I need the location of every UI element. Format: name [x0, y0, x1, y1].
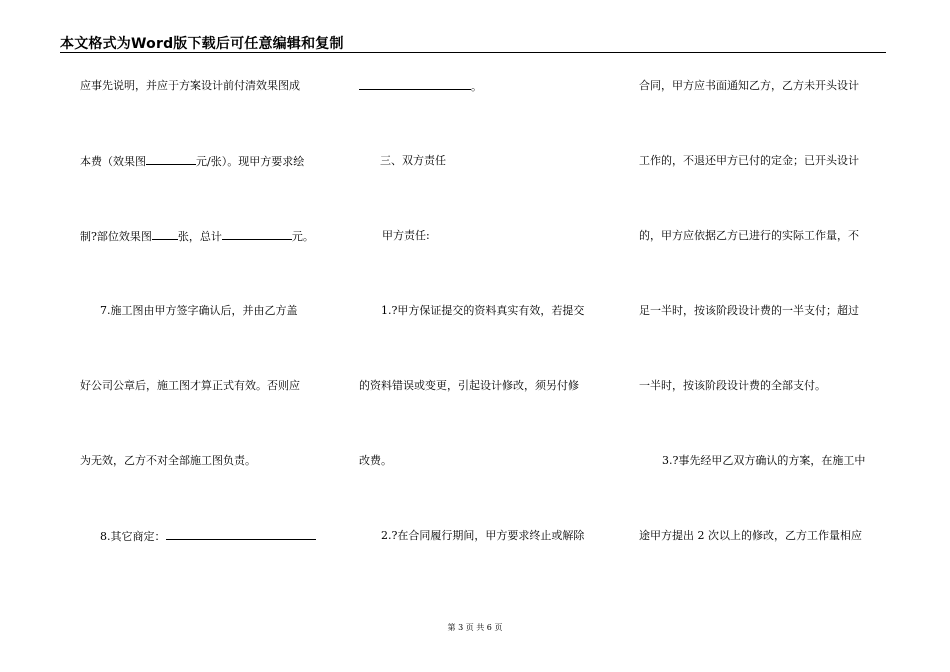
text-line: [80, 229, 314, 244]
text-line: [639, 79, 859, 93]
text-run: 途甲方提出 2 次以上的修改，乙方工作量相应: [639, 529, 862, 542]
text-line: [382, 229, 430, 243]
text-run: 8.其它商定：: [100, 530, 166, 543]
text-line: [80, 154, 304, 169]
text-line: [100, 304, 298, 318]
text-run: 为无效，乙方不对全部施工图负责。: [80, 454, 256, 467]
text-line: [381, 304, 584, 318]
text-run: 2.?在合同履行期间，甲方要求终止或解除: [381, 529, 585, 542]
text-run: 。: [471, 80, 482, 93]
text-line: [80, 454, 256, 468]
text-line: [359, 379, 579, 393]
text-run: 合同，甲方应书面通知乙方，乙方未开头设计: [639, 79, 859, 92]
text-line: [80, 79, 300, 93]
text-run: 本费（效果图: [80, 155, 146, 168]
fill-in-blank[interactable]: [222, 229, 292, 240]
text-line: [639, 154, 859, 168]
text-run: 3.?事先经甲乙双方确认的方案，在施工中: [662, 454, 866, 467]
text-run: 制?部位效果图: [80, 230, 152, 243]
text-run: 的资料错误或变更，引起设计修改，须另付修: [359, 379, 579, 392]
text-run: 应事先说明，并应于方案设计前付清效果图成: [80, 79, 300, 92]
fill-in-blank[interactable]: [359, 79, 471, 90]
text-run: 的，甲方应依据乙方已进行的实际工作量，不: [639, 229, 859, 242]
text-run: 张，总计: [177, 230, 222, 243]
fill-in-blank[interactable]: [152, 229, 178, 240]
text-run: 元/张）。现甲方要求绘: [196, 155, 305, 168]
text-run: 元。: [291, 230, 314, 243]
text-run: 1.?甲方保证提交的资料真实有效，若提交: [381, 304, 585, 317]
section-heading: 三、双方责任: [380, 154, 446, 167]
text-line: [381, 529, 584, 543]
subsection-heading: 甲方责任:: [382, 229, 430, 242]
text-line: [380, 154, 446, 168]
fill-in-blank[interactable]: [166, 529, 316, 540]
text-line: [639, 379, 826, 393]
text-line: [80, 379, 300, 393]
text-line: [662, 454, 865, 468]
text-line: [359, 79, 482, 94]
text-line: [100, 529, 316, 544]
fill-in-blank[interactable]: [146, 154, 196, 165]
text-run: 改费。: [359, 454, 392, 467]
document-header-title: 本文格式为Word版下载后可任意编辑和复制: [60, 36, 344, 52]
text-run: 7.施工图由甲方签字确认后，并由乙方盖: [100, 304, 298, 317]
text-run: 工作的，不退还甲方已付的定金；已开头设计: [639, 154, 859, 167]
text-line: [639, 529, 862, 543]
text-line: [359, 454, 392, 468]
text-run: 好公司公章后，施工图才算正式有效。否则应: [80, 379, 300, 392]
text-line: [639, 229, 859, 243]
text-run: 足一半时，按该阶段设计费的一半支付；超过: [639, 304, 859, 317]
header-rule: [60, 52, 886, 53]
text-line: [639, 304, 859, 318]
text-run: 一半时，按该阶段设计费的全部支付。: [639, 379, 826, 392]
page-number-footer: 第 3 页 共 6 页: [447, 623, 503, 632]
